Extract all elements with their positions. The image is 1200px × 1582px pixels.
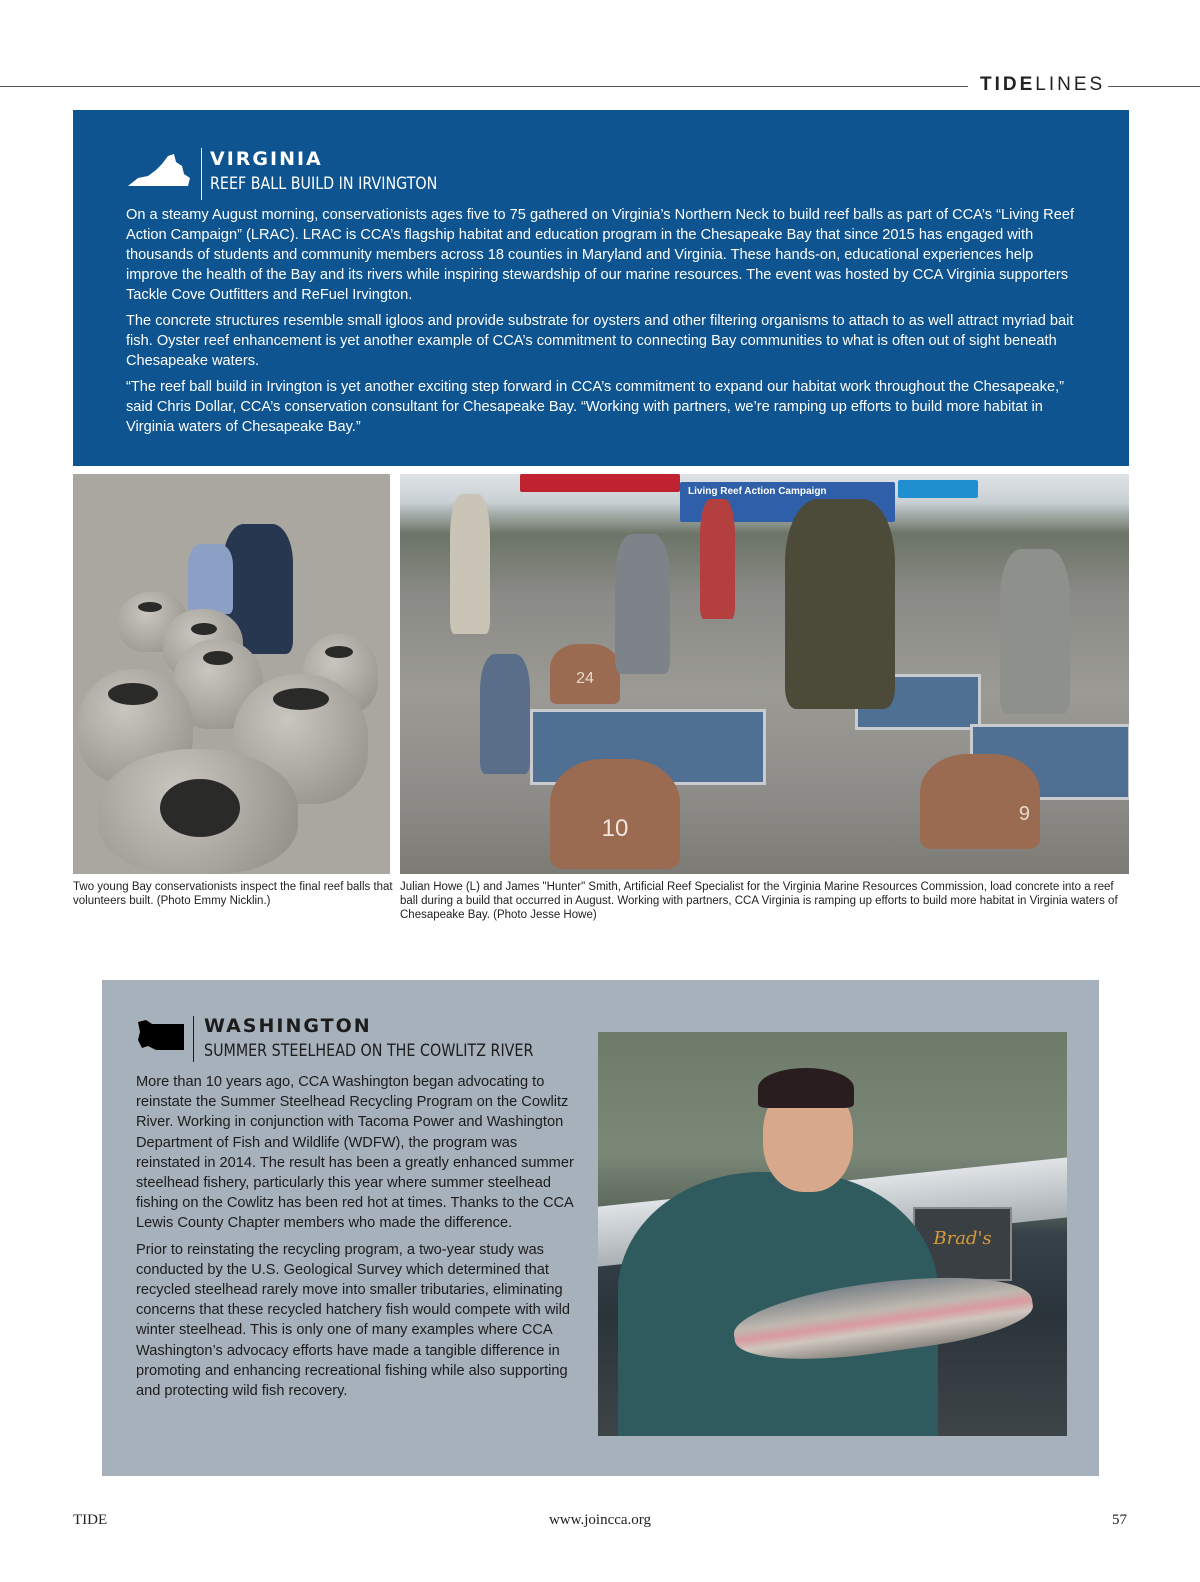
angler-steelhead-photo <box>598 1032 1067 1436</box>
virginia-state-icon <box>128 152 190 188</box>
reef-ball-mold: 10 <box>550 759 680 869</box>
paragraph: Prior to reinstating the recycling program, a two-year study was conducted by the U.S. Geological Survey which determined that recycled steelhead rarely move into smaller tributaries, eliminating concerns that these recycled hatchery fish would compete with wild winter steelhead. This is only one of many examples where CCA Washington’s advocacy efforts have made a tangible difference in promoting and enhancing recreational fishing while also supporting and protecting wild fish recovery. <box>136 1241 570 1400</box>
red-canopy <box>520 474 680 492</box>
volunteer-figure <box>785 499 895 709</box>
lrac-banner: Living Reef Action Campaign <box>680 482 895 522</box>
heading-divider <box>193 1016 194 1062</box>
paragraph: More than 10 years ago, CCA Washington began advocating to reinstate the Summer Steelhead Recycling Program on the Cowlitz River. Working in conjunction with Tacoma Power and Washington Department of Fish and Wildlife (WDFW), the program was reinstated in 2014. The result has been a greatly enhanced summer steelhead fishery, particularly this year where summer steelhead fishing on the Cowlitz has been red hot at times. Thanks to the CCA Lewis County Chapter members who made the difference. <box>136 1074 574 1232</box>
blue-canopy <box>898 480 978 498</box>
washington-state-icon <box>136 1018 186 1052</box>
photo-caption: Two young Bay conservationists inspect the final reef balls that volunteers built. (Photo Emmy Nicklin.) <box>73 881 393 907</box>
child-figure <box>188 544 233 614</box>
footer-publication: TIDE <box>73 1512 108 1528</box>
virginia-section <box>73 110 1129 466</box>
header-rule-left <box>0 86 968 87</box>
photo-caption: Julian Howe (L) and James "Hunter" Smith, Artificial Reef Specialist for the Virginia Marine Resources Commission, load concrete into a reef ball during a build that occurred in August. Working with partners, CCA Virginia is ramping up efforts to build more habitat in Virginia waters of Chesapeake Bay. (Photo Jesse Howe) <box>400 881 1118 921</box>
state-heading: WASHINGTON <box>204 1015 372 1037</box>
reef-ball-mold: 24 <box>550 644 620 704</box>
article-body <box>136 1072 582 1407</box>
paragraph: The concrete structures resemble small igloos and provide substrate for oysters and other filtering organisms to attach to as well attract myriad bait fish. Oyster reef enhancement is yet another example of CCA’s commitment to connecting Bay communities to what is often out of sight beneath Chesapeake waters. <box>126 313 1074 369</box>
reef-balls-photo <box>73 474 390 874</box>
section-subtitle: REEF BALL BUILD IN IRVINGTON <box>210 174 438 194</box>
volunteer-figure <box>450 494 490 634</box>
article-body <box>126 205 1086 443</box>
reef-ball-mold: 9 <box>920 754 1040 849</box>
page-number: 57 <box>1112 1512 1127 1528</box>
boat-logo: Brad's <box>913 1207 1012 1281</box>
section-subtitle: SUMMER STEELHEAD ON THE COWLITZ RIVER <box>204 1041 534 1061</box>
state-heading: VIRGINIA <box>210 148 323 170</box>
volunteer-figure <box>700 499 735 619</box>
footer-url: www.joincca.org <box>548 1512 652 1528</box>
heading-divider <box>201 148 202 200</box>
header-rule-right <box>1108 86 1200 87</box>
paragraph: “The reef ball build in Irvington is yet another exciting step forward in CCA’s commitment to expand our habitat work throughout the Chesapeake,” said Chris Dollar, CCA’s conservation consultant for Chesapeake Bay. “Working with partners, we’re ramping up efforts to build more habitat in Virginia waters of Chesapeake Bay.” <box>126 379 1065 435</box>
angler-cap <box>758 1068 854 1108</box>
volunteer-figure <box>615 534 670 674</box>
reef-build-photo <box>400 474 1129 874</box>
section-brand: TIDELINES <box>980 74 1106 95</box>
child-figure <box>480 654 530 774</box>
paragraph: On a steamy August morning, conservationists ages five to 75 gathered on Virginia’s Northern Neck to build reef balls as part of CCA’s “Living Reef Action Campaign” (LRAC). LRAC is CCA’s flagship habitat and education program in the Chesapeake Bay that since 2015 has engaged with thousands of students and community members across 18 counties in Maryland and Virginia. These hands-on, educational experiences help improve the health of the Bay and its rivers while inspiring stewardship of our marine resources. The event was hosted by CCA Virginia supporters Tackle Cove Outfitters and ReFuel Irvington. <box>126 207 1075 303</box>
volunteer-figure <box>1000 549 1070 714</box>
